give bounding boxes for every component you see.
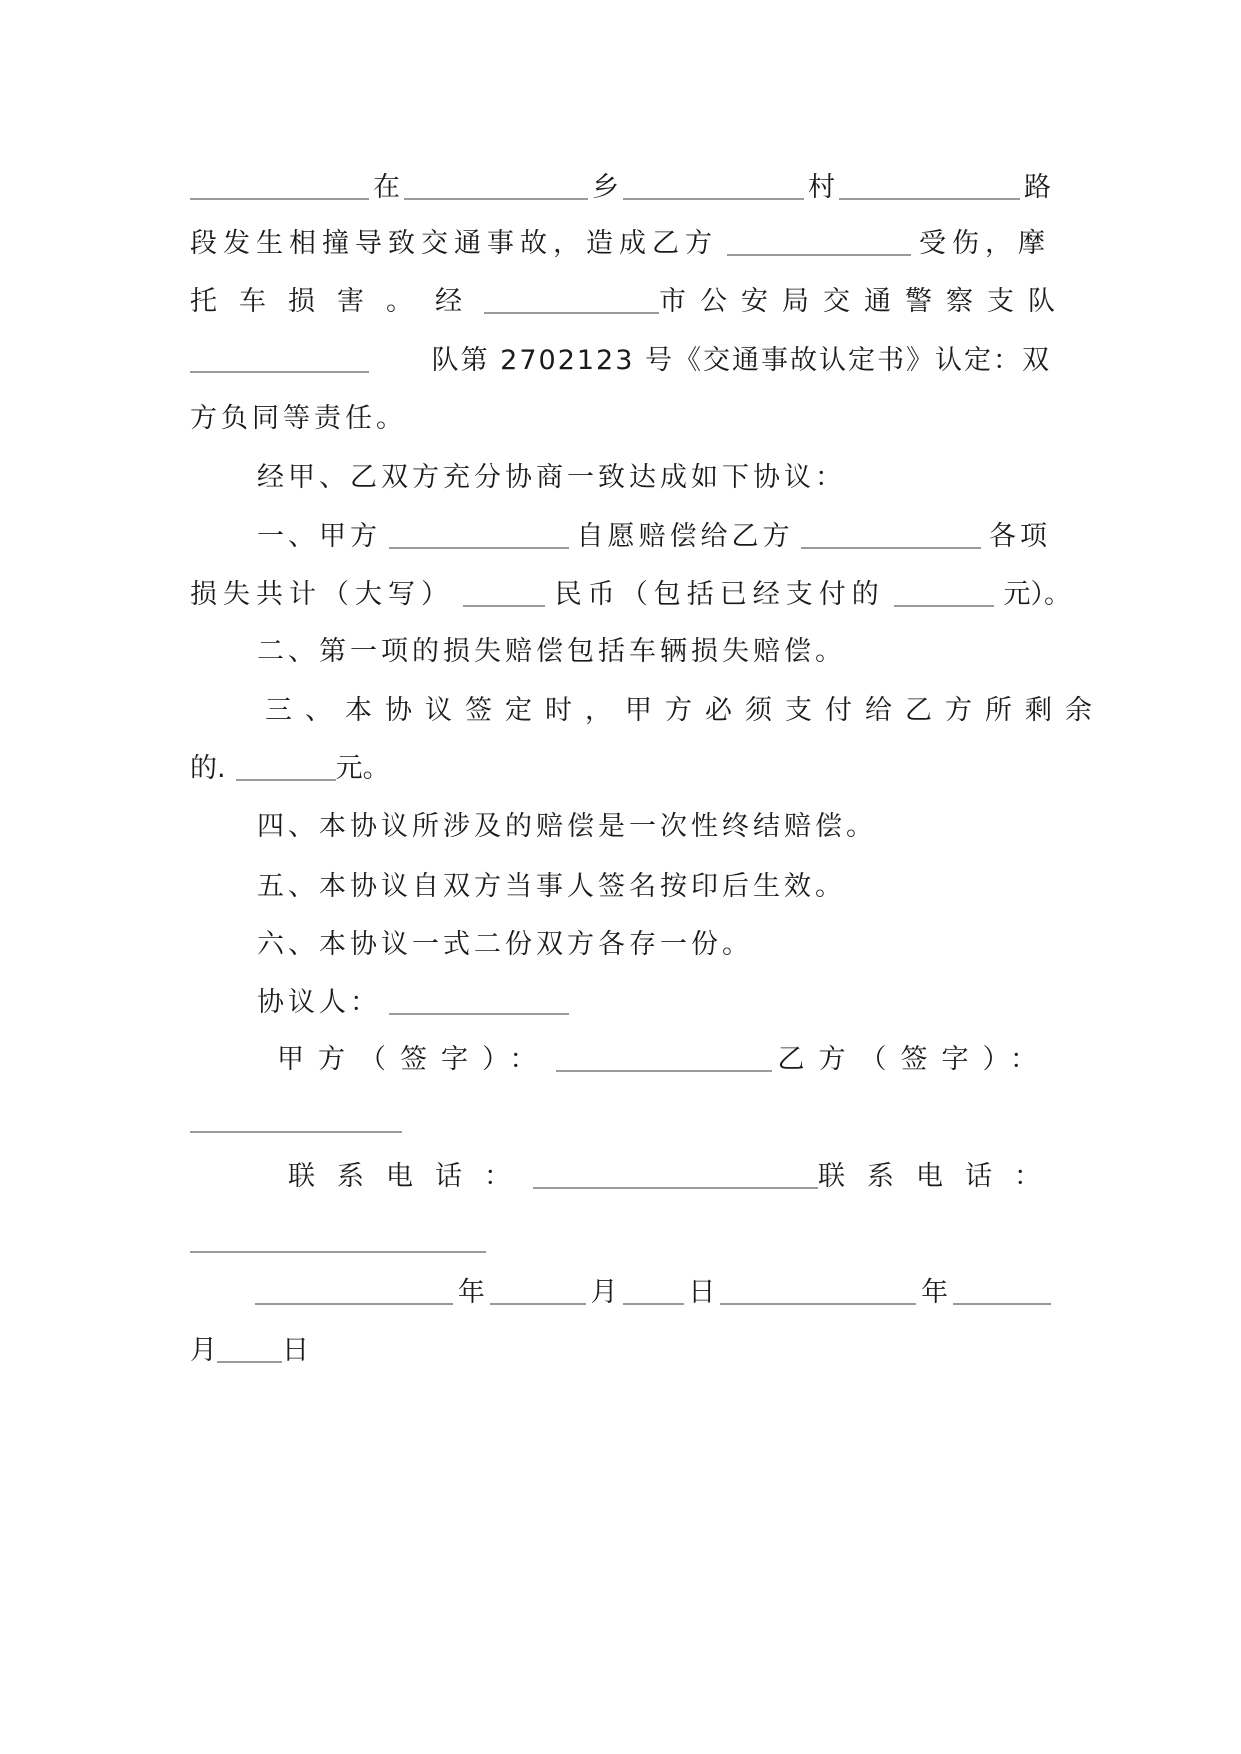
month-label: 月: [590, 1277, 618, 1308]
clause-3: [265, 691, 1105, 731]
text: 元。: [335, 753, 390, 784]
police-line: [190, 282, 1069, 322]
clause-1: [257, 517, 1051, 557]
blank-brigade[interactable]: [190, 371, 369, 373]
clause-3-cont: [190, 749, 390, 789]
responsibility-line: [190, 399, 407, 439]
text: 自愿赔偿给乙方: [576, 521, 794, 552]
day-label: 日: [688, 1277, 716, 1308]
text: 损失共计（大写）: [190, 579, 454, 610]
intro-line: [257, 458, 846, 498]
text: 的.: [190, 753, 226, 784]
blank-total-amount[interactable]: [463, 605, 545, 607]
signature-line: [277, 1040, 1051, 1080]
blank-party-b-phone[interactable]: [190, 1251, 486, 1253]
text: 路: [1024, 172, 1051, 203]
text: 一、甲方: [257, 521, 381, 552]
blank-paid-amount[interactable]: [894, 605, 994, 607]
clause-6: [257, 925, 753, 965]
accident-description-line: [190, 224, 1051, 264]
blank-remaining-amount[interactable]: [236, 779, 336, 781]
report-line: [190, 341, 1051, 381]
blank-injured-party[interactable]: [727, 254, 911, 256]
day-label: 日: [282, 1335, 309, 1366]
party-a-phone-label: 联系电话：: [288, 1161, 533, 1192]
month-label: 月: [190, 1335, 217, 1366]
blank-party-b-year[interactable]: [720, 1303, 916, 1305]
signers-label: 协议人：: [257, 987, 381, 1018]
blank-party-a[interactable]: [389, 547, 569, 549]
blank-party-a-signature[interactable]: [556, 1070, 772, 1072]
blank-party-b-month[interactable]: [953, 1303, 1051, 1305]
blank-party-a-day[interactable]: [623, 1303, 684, 1305]
phone-cont: [190, 1221, 486, 1261]
signers-line: [257, 983, 569, 1023]
phone-line: [288, 1157, 1063, 1197]
clause-4: [257, 807, 877, 847]
party-b-sign-label: 乙方（签字）：: [777, 1044, 1051, 1075]
text: 三、本协议签定时，甲方必须支付给乙方所剩余: [265, 695, 1105, 726]
text: 段发生相撞导致交通事故，造成乙方: [190, 228, 718, 259]
year-label: 年: [457, 1277, 485, 1308]
text: 二、第一项的损失赔偿包括车辆损失赔偿。: [257, 636, 846, 667]
clause-1-cont: [190, 575, 1071, 615]
clause-2: [257, 632, 846, 672]
accident-location-line: [190, 168, 1051, 208]
blank-party-a-year[interactable]: [255, 1303, 453, 1305]
blank-party-b-day[interactable]: [217, 1361, 282, 1363]
text: 方负同等责任。: [190, 403, 407, 434]
text: 村: [808, 172, 835, 203]
text: 元）。: [1003, 579, 1071, 610]
blank-party-a-phone[interactable]: [533, 1187, 818, 1189]
text: 各项: [989, 521, 1051, 552]
blank-field[interactable]: [190, 198, 369, 200]
blank-village[interactable]: [623, 198, 804, 200]
text: 经甲、乙双方充分协商一致达成如下协议：: [257, 462, 846, 493]
blank-party-b-signature[interactable]: [190, 1131, 402, 1133]
blank-city[interactable]: [484, 312, 659, 314]
party-b-phone-label: 联系电话：: [818, 1161, 1063, 1192]
text: 在: [373, 172, 400, 203]
blank-signers[interactable]: [389, 1013, 569, 1015]
text: 队第 2702123 号《交通事故认定书》认定：双: [431, 345, 1051, 376]
party-a-sign-label: 甲方（签字）：: [277, 1044, 551, 1075]
date-cont: [190, 1331, 309, 1371]
blank-party-b[interactable]: [801, 547, 981, 549]
text: 四、本协议所涉及的赔偿是一次性终结赔偿。: [257, 811, 877, 842]
text: 六、本协议一式二份双方各存一份。: [257, 929, 753, 960]
text: 五、本协议自双方当事人签名按印后生效。: [257, 871, 846, 902]
date-line: [255, 1273, 1051, 1313]
blank-party-a-month[interactable]: [490, 1303, 586, 1305]
clause-5: [257, 867, 846, 907]
text: 乡: [592, 172, 619, 203]
text: 受伤，摩: [919, 228, 1051, 259]
text: 托车损害。经: [190, 286, 484, 317]
blank-township[interactable]: [404, 198, 588, 200]
text: 民币（包括已经支付的: [554, 579, 885, 610]
year-label: 年: [921, 1277, 949, 1308]
blank-road[interactable]: [839, 198, 1020, 200]
text: 市公安局交通警察支队: [659, 286, 1069, 317]
signature-cont: [190, 1101, 402, 1141]
